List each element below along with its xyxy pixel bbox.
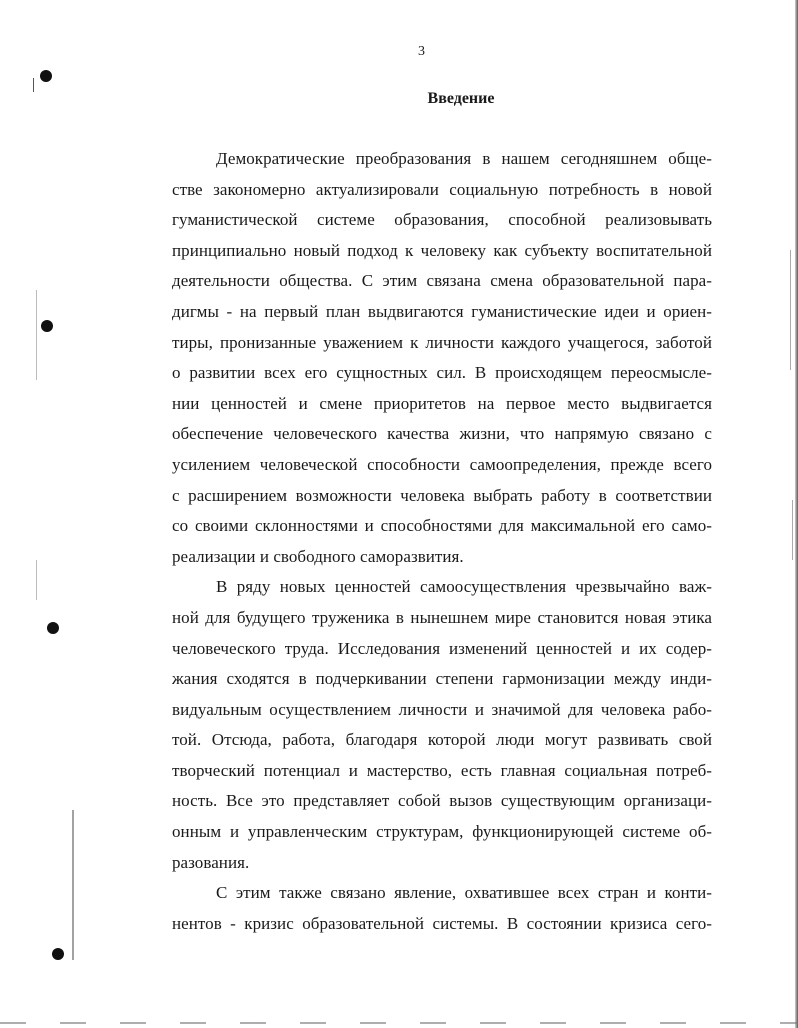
- text-line: жания сходятся в подчеркивании степени гармонизации между инди-: [172, 669, 712, 689]
- text-line: усилением человеческой способности самоопределения, прежде всего: [172, 454, 712, 474]
- text-line: творческий потенциал и мастерство, есть главная социальная потреб-: [172, 760, 712, 780]
- punch-hole: [52, 948, 64, 960]
- text-line: видуальным осуществлением личности и значимой для человека рабо-: [172, 699, 712, 719]
- text-line: с расширением возможности человека выбрать работу в соответствии: [172, 485, 712, 505]
- punch-hole: [47, 622, 59, 634]
- text-line: со своими склонностями и способностями для максимальной его само-: [172, 516, 712, 536]
- scan-mark: [792, 500, 793, 560]
- text-line: о развитии всех его сущностных сил. В происходящем переосмысле-: [172, 363, 712, 383]
- text-line: гуманистической системе образования, способной реализовывать: [172, 210, 712, 230]
- text-line: обеспечение человеческого качества жизни, что напрямую связано с: [172, 424, 712, 444]
- scan-mark: [790, 250, 791, 370]
- scan-bottom-edge: [0, 1022, 798, 1024]
- text-line: Демократические преобразования в нашем сегодняшнем обще-: [216, 149, 712, 168]
- text-line: нии ценностей и смене приоритетов на первое место выдвигается: [172, 393, 712, 413]
- text-line: той. Отсюда, работа, благодаря которой люди могут развивать свой: [172, 730, 712, 750]
- body-text: [172, 144, 712, 939]
- text-line: В ряду новых ценностей самоосуществления чрезвычайно важ-: [216, 577, 712, 597]
- text-line: ность. Все это представляет собой вызов существующим организаци-: [172, 791, 712, 811]
- scan-mark: [36, 290, 37, 380]
- scan-mark: [36, 560, 37, 600]
- text-line: С этим также связано явление, охватившее всех стран и конти-: [216, 883, 712, 903]
- text-line: ной для будущего труженика в нынешнем мире становится новая этика: [172, 607, 712, 627]
- text-line: разования.: [172, 852, 250, 872]
- text-line: онным и управленческим структурам, функционирующей системе об-: [172, 822, 712, 842]
- text-line: деятельности общества. С этим связана смена образовательной пара-: [172, 271, 712, 291]
- scan-mark: [72, 810, 74, 960]
- punch-hole: [41, 320, 53, 332]
- text-line: человеческого труда. Исследования изменений ценностей и их содер-: [172, 638, 712, 658]
- text-line: принципиально новый подход к человеку как субъекту воспитательной: [172, 240, 712, 260]
- text-line: стве закономерно актуализировали социальную потребность в новой: [172, 179, 712, 199]
- text-line: реализации и свободного саморазвития.: [172, 546, 464, 566]
- punch-hole: [40, 70, 52, 82]
- page-title: Введение: [427, 90, 495, 107]
- page-number: 3: [418, 44, 425, 59]
- text-line: тиры, пронизанные уважением к личности каждого учащегося, заботой: [172, 332, 712, 352]
- text-line: дигмы - на первый план выдвигаются гуманистические идеи и ориен-: [172, 301, 712, 321]
- text-line: нентов - кризис образовательной системы. В состоянии кризиса сего-: [172, 913, 712, 933]
